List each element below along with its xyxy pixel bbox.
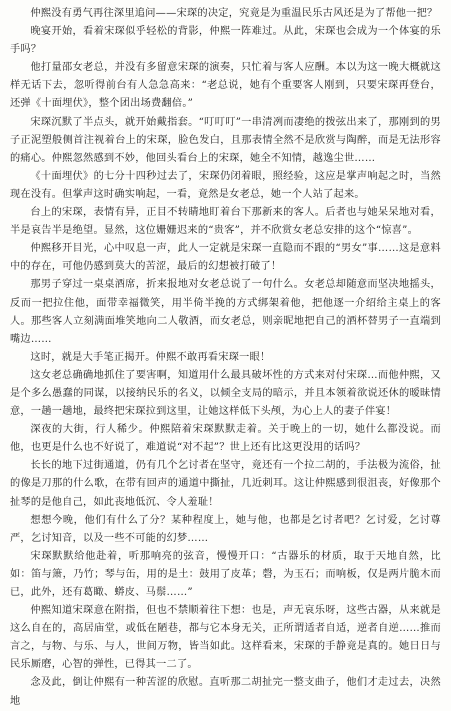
paragraph-2: 晚宴开始，看着宋琛似乎轻松的背影，仲熙一阵难过。从此，宋琛也会成为一个体宴的乐手吗？ [10, 26, 441, 56]
paragraph-1: 仲熙没有勇气再往深里追问——宋琛的决定，究竟是为重温民乐古风还是为了帮他一把？ [30, 8, 438, 19]
paragraph-8: 那男子穿过一桌桌酒席，折来报地对女老总说了一句什么。女老总却随意而坚决地摇头，反而一把拉住他，面带幸福微笑，用半倚半挽的方式绑架着他，把他逐一介绍给主桌上的客人。那些客人立刻满面堆笑地向二人敬酒，而女老总，则亲昵地把自己的酒杯替男子一直端到嘴边…… [10, 279, 441, 345]
paragraph-10: 这女老总确确地抓住了要害啊，知道用什么最具破坏性的方式来对付宋琛…而他仲熙，又是个多么愚蠢的同谋，以接纳民乐的名义，以倾全支局的暗示，并且本领着欲说还休的暧昧情意，一趟一趟地，最终把宋琛拉到这里，让她这样低下头颅，为心上人的妻子伴宴！ [10, 369, 441, 418]
paragraph-11: 深夜的大街，行人稀少。仲熙陪着宋琛默默走着。关于晚上的一切，她什么都没说。而他，也更是什么也不好说了，难道说“对不起”？世上还有比这更没用的话吗？ [10, 424, 441, 454]
paragraph-7: 仲熙移开目光，心中叹息一声，此人一定就是宋琛一直隐而不跟的“男女”事……这是意料中的存在，可他仍感到莫大的苦涩，最后的幻想被打破了！ [10, 243, 441, 273]
paragraph-12: 长长的地下过街通道，仍有几个乞讨者在坚守，竟还有一个拉二胡的，手法极为流俗，扯的像是刀那的什么歌，在带有回声的通道中撕扯，几近刺耳。这让仲熙感到很沮丧，好像那个扯琴的是他自己，如此丧地低沉、令人羞耻！ [10, 460, 441, 508]
paragraph-14: 宋琛默默给他赴着，听那响亮的弦音，慢慢开口：“古器乐的材质，取于天地自然，比如：笛与箫，乃竹；琴与缶，用的是土：鼓用了皮革；磬，为玉石；而响板，仅是两片脆木而已，此外，还有葛瞰、蟒皮、马鬃……” [10, 550, 441, 598]
paragraph-13: 想想今晚，他们有什么了分？某种程度上，她与他，也都是乞讨者吧？乞讨爱，乞讨尊严，乞讨知音，以及一些不可能的幻梦…… [10, 514, 441, 544]
paragraph-3: 他打量邵女老总，并没有多留意宋琛的演奏，只忙着与客人应酬。本以为这一晚大概就这样无话下去，忽听得前台有人急急高来：“老总说，她有个重要客人刚到，只要宋琛再登台，还弹《十面埋伏》，整个团出场费翻倍。” [10, 62, 441, 110]
paragraph-9: 这时，就是大手笔正揭开。仲熙不敢再看宋琛一眼！ [30, 351, 271, 363]
paragraph-5: 《十面埋伏》的七分十四秒过去了，宋琛仍闭着眼，照经验，这应是掌声响起之时，当然现在没有。但掌声这时确实响起，一看，竟然是女老总，她一个人站了起来。 [10, 170, 441, 200]
paragraph-16: 念及此，倒让仲熙有一种苦涩的欣慰。直听那二胡扯完一整支曲子，他们才走过去，决然地 [10, 677, 441, 707]
paragraph-6: 台上的宋琛，表情有异，正目不转睛地盯着台下那新来的客人。后者也与她呆呆地对看，半是哀告半是绝望。显然，这位姗姗迟来的“贵客”，并不欣赏女老总安排的这个“惊喜”。 [10, 207, 441, 237]
paragraph-15: 仲熙知道宋琛意在附指，但也不禁顺着往下想：也是，声无哀乐呀，这些古器，从来就是这么自在的，高居庙堂，或低在陋巷，都与它本身无关，正所谓适者自适，逆者自逆……推而言之，与物、与乐、与人，世间万物，皆当如此。这样看来，宋琛的手静竟是真的。她日日与民乐厮磨，心智的弹性，已得其一二了。 [10, 605, 441, 671]
paragraph-4: 宋琛沉默了半点头，就开始戴指套。“叮叮叮”一串清冽而凄绝的拨弦出来了，那刚到的男子正泥塑般侧首注视着台上的宋琛，脸色发白，且那表情全然不是欣赏与陶醉，而是无法形容的痛心。仲熙忽然感到不妙，他回头看台上的宋琛，她全不知情，越逸尘世…… [10, 116, 441, 164]
